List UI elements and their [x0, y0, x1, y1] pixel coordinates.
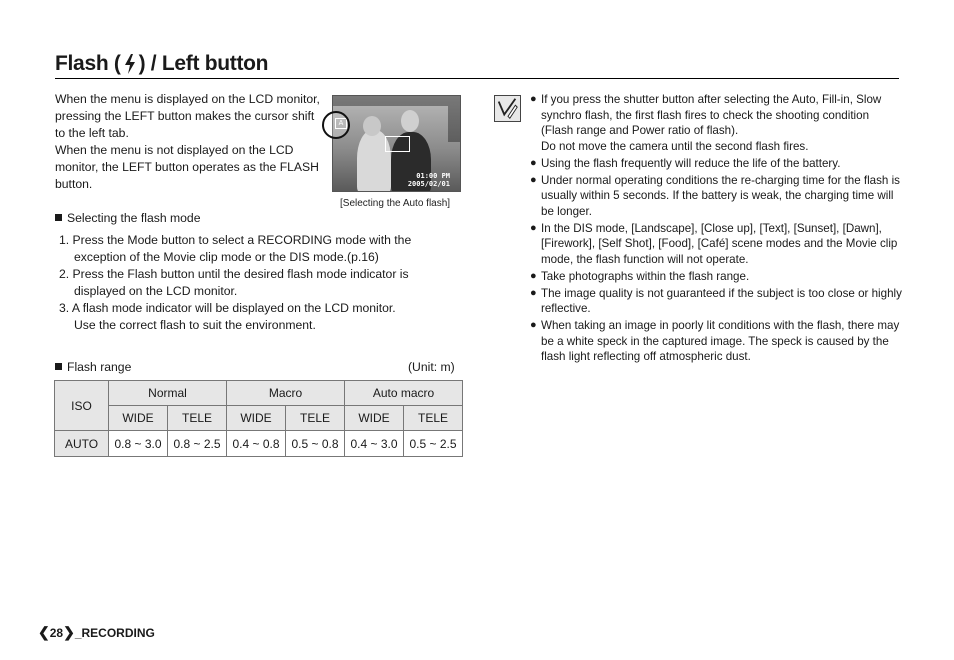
bullet-icon: ● — [530, 286, 537, 299]
list-item — [530, 156, 902, 172]
step-line-cont: exception of the Movie clip mode or the DIS mode.(p.16) — [74, 250, 379, 264]
flash-range-unit: (Unit: m) — [408, 360, 455, 374]
selecting-heading-text: Selecting the flash mode — [67, 211, 201, 225]
intro-paragraph: When the menu is not displayed on the LCD monitor, the LEFT button operates as the FLASH button. — [55, 143, 319, 191]
lcd-head-left — [363, 116, 381, 136]
notes-list — [530, 92, 902, 366]
table-header-group: Normal — [109, 381, 227, 406]
step-line-cont: Use the correct flash to suit the environment. — [74, 318, 316, 332]
note-text: Under normal operating conditions the re-charging time for the flash is usually within 5 seconds. If the battery is weak, the charging time will be longer. — [541, 173, 900, 218]
flash-bolt-icon — [123, 54, 137, 74]
table-cell: 0.4 ~ 0.8 — [227, 431, 286, 457]
note-text: Using the flash frequently will reduce the life of the battery. — [541, 156, 841, 170]
table-row — [55, 431, 463, 457]
selecting-heading — [55, 211, 200, 225]
title-prefix: Flash ( — [55, 52, 121, 75]
note-text-cont: Do not move the camera until the second flash fires. — [541, 139, 809, 153]
list-item — [530, 318, 902, 365]
table-subheader: TELE — [168, 406, 227, 431]
table-subheader: TELE — [404, 406, 463, 431]
table-cell: 0.8 ~ 3.0 — [109, 431, 168, 457]
lcd-head-right — [401, 110, 419, 132]
lcd-status-bar — [333, 96, 460, 106]
list-item — [530, 173, 902, 220]
table-row-label: AUTO — [55, 431, 109, 457]
table-row — [55, 406, 463, 431]
bullet-icon: ● — [530, 319, 537, 331]
table-subheader: WIDE — [109, 406, 168, 431]
page-footer — [38, 624, 155, 641]
lcd-datetime — [408, 172, 450, 188]
flash-range-heading-text: Flash range — [67, 360, 132, 374]
table-subheader: WIDE — [227, 406, 286, 431]
list-item — [59, 232, 439, 266]
bullet-icon: ● — [530, 93, 537, 105]
bullet-icon: ● — [530, 221, 537, 234]
table-header-iso: ISO — [55, 381, 109, 431]
bullet-icon: ● — [530, 173, 537, 186]
lcd-caption: [Selecting the Auto flash] — [340, 198, 451, 209]
step-line: 3. A flash mode indicator will be displayed on the LCD monitor. — [59, 301, 396, 315]
lcd-side-icons — [448, 106, 460, 142]
title-suffix: ) / Left button — [138, 52, 269, 75]
footer-section: _RECORDING — [74, 625, 155, 640]
selecting-steps — [59, 232, 439, 334]
step-line-cont: displayed on the LCD monitor. — [74, 284, 238, 298]
step-line: 1. Press the Mode button to select a RECORDING mode with the — [59, 233, 412, 247]
table-header-group: Auto macro — [345, 381, 463, 406]
title-divider — [55, 78, 899, 79]
lcd-date: 2005/02/01 — [407, 180, 450, 188]
note-text: Take photographs within the flash range. — [541, 269, 750, 283]
table-row — [55, 381, 463, 406]
table-cell: 0.8 ~ 2.5 — [168, 431, 227, 457]
table-subheader: WIDE — [345, 406, 404, 431]
list-item — [530, 221, 902, 268]
table-cell: 0.5 ~ 2.5 — [404, 431, 463, 457]
lcd-focus-frame — [385, 136, 410, 152]
list-item — [59, 300, 439, 334]
flash-range-heading — [55, 360, 131, 374]
chevron-right-icon: ❯ — [63, 624, 75, 640]
list-item — [530, 286, 902, 317]
flash-indicator-highlight-circle — [322, 111, 350, 139]
note-text: In the DIS mode, [Landscape], [Close up], [Text], [Sunset], [Dawn], [Firework], [Self Shot], [Food], [Café] scene modes and the Movie clip mode, the flash function will not operate. — [541, 221, 898, 266]
page-number: 28 — [49, 625, 64, 640]
table-cell: 0.5 ~ 0.8 — [286, 431, 345, 457]
list-item — [530, 269, 902, 285]
intro-text — [55, 91, 325, 193]
lcd-time: 01:00 PM — [416, 172, 450, 180]
square-bullet-icon — [55, 214, 62, 221]
lcd-flash-indicator: A — [335, 118, 347, 129]
list-item — [530, 92, 902, 154]
step-line: 2. Press the Flash button until the desired flash mode indicator is — [59, 267, 409, 281]
intro-paragraph: When the menu is displayed on the LCD monitor, pressing the LEFT button makes the cursor shift to the left tab. — [55, 92, 320, 140]
note-text: The image quality is not guaranteed if the subject is too close or highly reflective. — [541, 286, 902, 315]
table-header-group: Macro — [227, 381, 345, 406]
page-title — [55, 52, 268, 76]
bullet-icon: ● — [530, 269, 537, 282]
chevron-left-icon: ❮ — [38, 624, 50, 640]
square-bullet-icon — [55, 363, 62, 370]
flash-range-table — [54, 380, 463, 457]
note-text: When taking an image in poorly lit conditions with the flash, there may be a white speck in the captured image. The speck is caused by the flash light reflecting off atmospheric dust. — [541, 319, 900, 363]
list-item — [59, 266, 439, 300]
table-subheader: TELE — [286, 406, 345, 431]
table-cell: 0.4 ~ 3.0 — [345, 431, 404, 457]
note-text: If you press the shutter button after selecting the Auto, Fill-in, Slow synchro flash, the first flash fires to check the shooting condition (Flash range and Power ratio of flash). — [541, 93, 882, 137]
note-checkmark-icon — [494, 95, 521, 122]
bullet-icon: ● — [530, 156, 537, 169]
lcd-preview-image — [332, 95, 461, 192]
